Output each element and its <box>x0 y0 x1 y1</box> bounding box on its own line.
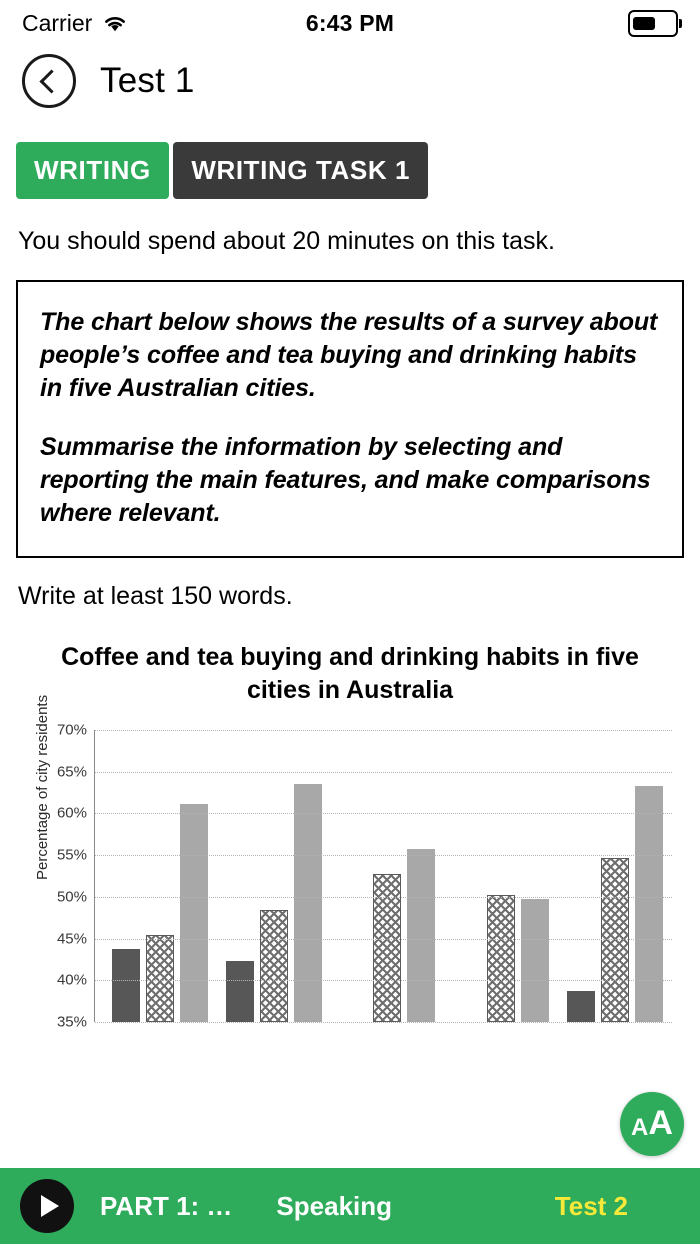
play-button[interactable] <box>20 1179 74 1233</box>
chart-gridline <box>95 730 672 731</box>
chart-plot-area <box>56 721 672 1031</box>
chart-bar <box>567 991 595 1022</box>
navigation-bar <box>0 46 700 122</box>
battery-icon <box>628 10 678 37</box>
chart-bar-group <box>331 730 445 1022</box>
chart-bar <box>146 935 174 1022</box>
chart-bar <box>635 786 663 1022</box>
chart-bar <box>112 949 140 1022</box>
status-bar-left <box>22 10 128 37</box>
chart-gridline <box>95 897 672 898</box>
chart-bar <box>373 874 401 1023</box>
play-icon <box>41 1195 59 1217</box>
prompt-paragraph-2: Summarise the information by selecting and reporting the main features, and make comparisons where relevant. <box>40 432 651 527</box>
task-instruction: You should spend about 20 minutes on this task. <box>18 227 555 255</box>
prompt-paragraph-1: The chart below shows the results of a survey about people’s coffee and tea buying and drinking habits in five Australian cities. <box>40 307 658 402</box>
chart-bar <box>180 804 208 1022</box>
font-size-button[interactable] <box>620 1092 684 1156</box>
task-badge-writing-task-1: WRITING TASK 1 <box>173 142 428 199</box>
bottom-bar-part-label[interactable]: PART 1: … <box>100 1190 233 1221</box>
chart-figure <box>16 694 684 1031</box>
chart-gridline <box>95 1022 672 1023</box>
chart-y-tick: 40% <box>56 971 87 989</box>
chart-bar <box>294 784 322 1022</box>
carrier-label: Carrier <box>22 9 93 36</box>
bottom-bar-speaking-label[interactable]: Speaking <box>276 1190 393 1221</box>
prompt-box <box>16 280 684 558</box>
battery-fill <box>633 17 655 30</box>
status-bar-right <box>628 10 678 37</box>
font-size-large-a: A <box>648 1104 673 1142</box>
font-size-small-a: A <box>631 1114 649 1141</box>
chart-y-tick: 65% <box>56 763 87 781</box>
wifi-icon <box>102 13 128 33</box>
chart-bar-group <box>558 730 672 1022</box>
page-title: Test 1 <box>100 61 195 100</box>
chart-y-tick: 60% <box>56 804 87 822</box>
chart-bar <box>260 910 288 1022</box>
chart-y-tick: 35% <box>56 1013 87 1031</box>
chart-gridline <box>95 939 672 940</box>
back-chevron-icon <box>39 69 63 93</box>
chart-bar <box>487 895 515 1022</box>
chart-y-tick: 70% <box>56 721 87 739</box>
word-count-note: Write at least 150 words. <box>18 581 293 610</box>
section-badge-writing: WRITING <box>16 142 169 199</box>
chart-bars <box>103 730 672 1022</box>
chart-title: Coffee and tea buying and drinking habits in five cities in Australia <box>61 642 639 705</box>
chart-bar <box>407 849 435 1022</box>
bottom-bar-next-test-label[interactable]: Test 2 <box>554 1190 628 1221</box>
bottom-bar <box>0 1168 700 1244</box>
chart-bar-group <box>103 730 217 1022</box>
chart-bar <box>521 899 549 1022</box>
status-time: 6:43 PM <box>305 9 395 36</box>
chart-bar <box>601 858 629 1022</box>
back-button[interactable] <box>22 54 76 108</box>
chart-y-axis-label: Percentage of city residents <box>34 694 51 880</box>
status-bar <box>0 0 700 46</box>
chart-y-tick: 55% <box>56 846 87 864</box>
chart-gridline <box>95 772 672 773</box>
chart-y-tick: 50% <box>56 888 87 906</box>
chart-bar <box>226 961 254 1022</box>
chart-gridline <box>95 813 672 814</box>
chart-bar-group <box>217 730 331 1022</box>
content-area <box>0 122 700 1030</box>
chart-gridline <box>95 980 672 981</box>
chart-gridline <box>95 855 672 856</box>
chart-y-tick: 45% <box>56 930 87 948</box>
chart-bar-group <box>444 730 558 1022</box>
